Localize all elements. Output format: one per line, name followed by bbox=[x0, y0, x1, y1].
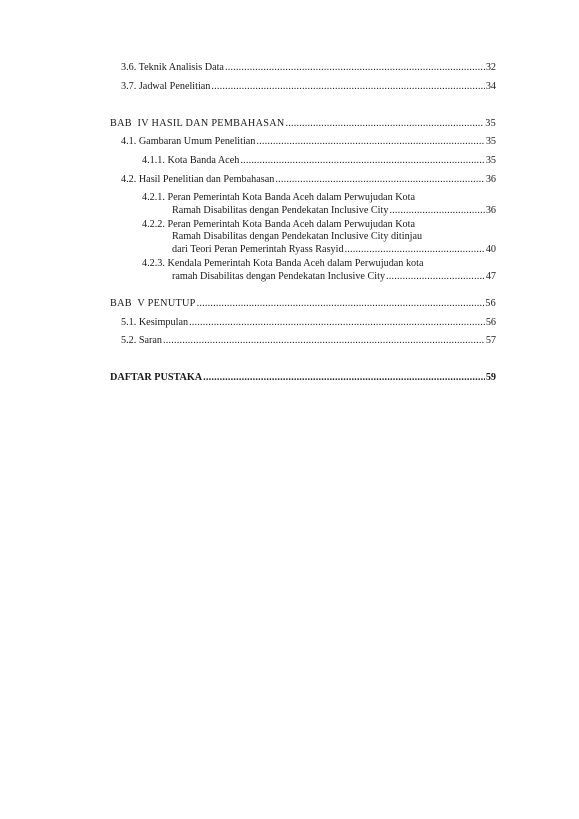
toc-page-number: 59 bbox=[485, 372, 496, 383]
toc-entry-label: DAFTAR PUSTAKA bbox=[110, 372, 203, 383]
toc-leader-dots bbox=[386, 271, 485, 283]
toc-leader-dots bbox=[211, 81, 484, 93]
toc-entry-daftar-pustaka bbox=[110, 372, 496, 384]
toc-entry-4-2-2-line1: 4.2.2. Peran Pemerintah Kota Banda Aceh dalam Perwujudan Kota bbox=[142, 219, 416, 230]
toc-leader-dots bbox=[286, 118, 485, 130]
toc-page-number: 32 bbox=[485, 62, 496, 73]
toc-leader-dots bbox=[163, 335, 485, 347]
toc-chapter-label: BAB IV HASIL DAN PEMBAHASAN bbox=[110, 118, 285, 129]
toc-entry-4-2 bbox=[121, 174, 496, 186]
toc-entry-4-1 bbox=[121, 136, 496, 148]
toc-page-number: 35 bbox=[485, 155, 496, 166]
toc-entry-label: 5.1. Kesimpulan bbox=[121, 317, 189, 328]
toc-page-number: 57 bbox=[485, 335, 496, 346]
toc-entry-4-2-1-line1: 4.2.1. Peran Pemerintah Kota Banda Aceh dalam Perwujudan Kota bbox=[142, 192, 416, 203]
toc-leader-dots bbox=[389, 205, 484, 217]
toc-leader-dots bbox=[197, 298, 485, 310]
toc-entry-label: 4.1. Gambaran Umum Penelitian bbox=[121, 136, 256, 147]
toc-page-number: 56 bbox=[485, 317, 496, 328]
toc-entry-4-1-1 bbox=[142, 155, 496, 167]
toc-page-number: 40 bbox=[485, 244, 496, 255]
toc-entry-label: Ramah Disabilitas dengan Pendekatan Inclusive City bbox=[172, 205, 389, 216]
toc-entry-label: 4.1.1. Kota Banda Aceh bbox=[142, 155, 240, 166]
toc-chapter-label: BAB V PENUTUP bbox=[110, 298, 196, 309]
toc-entry-label: ramah Disabilitas dengan Pendekatan Inclusive City bbox=[172, 271, 386, 282]
toc-entry-label: dari Teori Peran Pemerintah Ryass Rasyid bbox=[172, 244, 344, 255]
toc-entry-5-2 bbox=[121, 335, 496, 347]
toc-entry-label: 4.2. Hasil Penelitian dan Pembahasan bbox=[121, 174, 275, 185]
toc-entry-4-2-3-line1: 4.2.3. Kendala Pemerintah Kota Banda Aceh dalam Perwujudan kota bbox=[142, 258, 424, 269]
toc-entry-label: 3.7. Jadwal Penelitian bbox=[121, 81, 211, 92]
toc-entry-4-2-1 bbox=[172, 205, 496, 217]
toc-leader-dots bbox=[189, 317, 485, 329]
toc-entry-3-7 bbox=[121, 81, 496, 93]
toc-entry-label: 5.2. Saran bbox=[121, 335, 163, 346]
toc-page-number: 56 bbox=[485, 298, 496, 309]
toc-leader-dots bbox=[240, 155, 484, 167]
toc-page-number: 35 bbox=[485, 118, 496, 129]
toc-entry-bab-5 bbox=[110, 298, 496, 310]
toc-entry-5-1 bbox=[121, 317, 496, 329]
toc-entry-4-2-2 bbox=[172, 244, 496, 256]
toc-page-number: 36 bbox=[485, 174, 496, 185]
toc-entry-label: 3.6. Teknik Analisis Data bbox=[121, 62, 224, 73]
toc-leader-dots bbox=[275, 174, 484, 186]
toc-page-number: 35 bbox=[485, 136, 496, 147]
toc-page-number: 36 bbox=[485, 205, 496, 216]
toc-entry-bab-4 bbox=[110, 118, 496, 130]
toc-entry-4-2-3 bbox=[172, 271, 496, 283]
toc-leader-dots bbox=[203, 372, 485, 384]
toc-page-number: 34 bbox=[485, 81, 496, 92]
toc-leader-dots bbox=[256, 136, 484, 148]
toc-entry-3-6 bbox=[121, 62, 496, 74]
toc-page-number: 47 bbox=[485, 271, 496, 282]
toc-leader-dots bbox=[345, 244, 485, 256]
toc-leader-dots bbox=[225, 62, 485, 74]
toc-entry-4-2-2-line2: Ramah Disabilitas dengan Pendekatan Inclusive City ditinjau bbox=[172, 231, 423, 242]
